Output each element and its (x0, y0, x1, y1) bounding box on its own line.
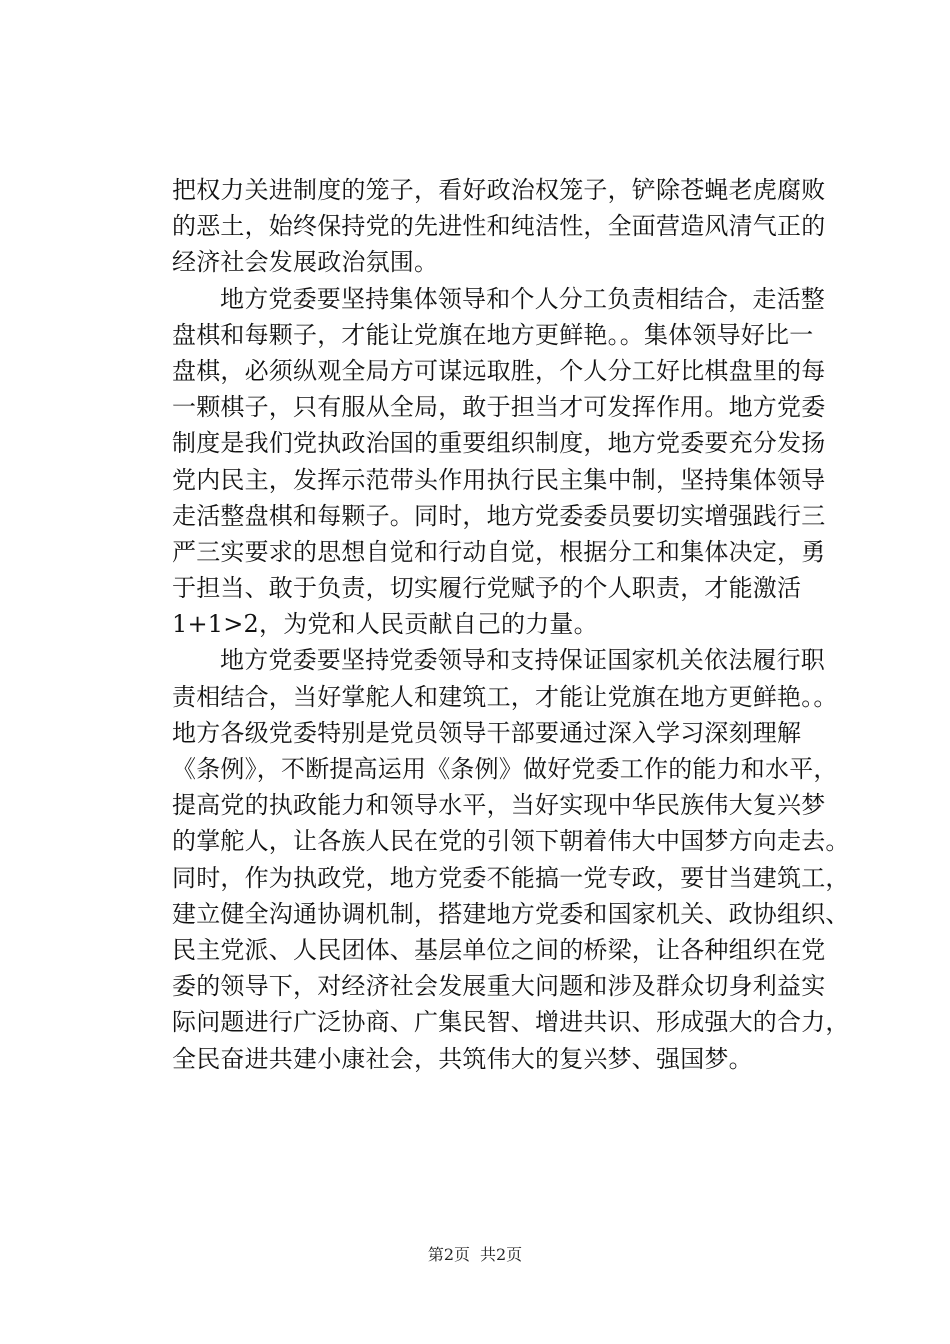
page-number: 第2页 (427, 1245, 470, 1264)
paragraph-first-line: 地方党委要坚持党委领导和支持保证国家机关依法履行职 (220, 646, 825, 675)
text-line: 的恶土，始终保持党的先进性和纯洁性，全面营造风清气正的 (172, 212, 826, 241)
text-line: 地方各级党委特别是党员领导干部要通过深入学习深刻理解 (172, 718, 802, 747)
body-text (172, 172, 850, 1077)
text-line: 责相结合，当好掌舵人和建筑工，才能让党旗在地方更鲜艳。。 (172, 682, 838, 711)
text-line: 的掌舵人，让各族人民在党的引领下朝着伟大中国梦方向走去。 (172, 827, 850, 856)
text-line: 同时，作为执政党，地方党委不能搞一党专政，要甘当建筑工， (172, 863, 850, 892)
text-line: 委的领导下，对经济社会发展重大问题和涉及群众切身利益实 (172, 972, 826, 1001)
page-total: 共2页 (480, 1245, 523, 1264)
text-line: 制度是我们党执政治国的重要组织制度，地方党委要充分发扬 (172, 429, 826, 458)
text-line: 严三实要求的思想自觉和行动自觉，根据分工和集体决定，勇 (172, 537, 826, 566)
page-footer (0, 1245, 950, 1265)
text-line: 走活整盘棋和每颗子。同时，地方党委委员要切实增强践行三 (172, 501, 826, 530)
text-line: 建立健全沟通协调机制，搭建地方党委和国家机关、政协组织、 (172, 899, 850, 928)
text-line: 1+1>2，为党和人民贡献自己的力量。 (172, 610, 598, 639)
paragraph-first-line: 地方党委要坚持集体领导和个人分工负责相结合，走活整 (220, 284, 825, 313)
text-line: 盘棋和每颗子，才能让党旗在地方更鲜艳。。集体领导好比一 (172, 320, 814, 349)
text-line: 于担当、敢于负责，切实履行党赋予的个人职责，才能激活 (172, 574, 802, 603)
text-line: 全民奋进共建小康社会，共筑伟大的复兴梦、强国梦。 (172, 1044, 753, 1073)
text-line: 经济社会发展政治氛围。 (172, 248, 439, 277)
text-line: 《条例》，不断提高运用《条例》做好党委工作的能力和水平， (172, 755, 838, 783)
text-line: 提高党的执政能力和领导水平，当好实现中华民族伟大复兴梦 (172, 791, 826, 820)
text-line: 民主党派、人民团体、基层单位之间的桥梁，让各种组织在党 (172, 935, 826, 964)
text-line: 把权力关进制度的笼子，看好政治权笼子，铲除苍蝇老虎腐败 (172, 176, 826, 204)
text-line: 一颗棋子，只有服从全局，敢于担当才可发挥作用。地方党委 (172, 393, 826, 422)
text-line: 党内民主，发挥示范带头作用执行民主集中制，坚持集体领导 (172, 465, 826, 494)
text-line: 盘棋，必须纵观全局方可谋远取胜，个人分工好比棋盘里的每 (172, 356, 826, 385)
text-line: 际问题进行广泛协商、广集民智、增进共识、形成强大的合力， (172, 1008, 850, 1037)
